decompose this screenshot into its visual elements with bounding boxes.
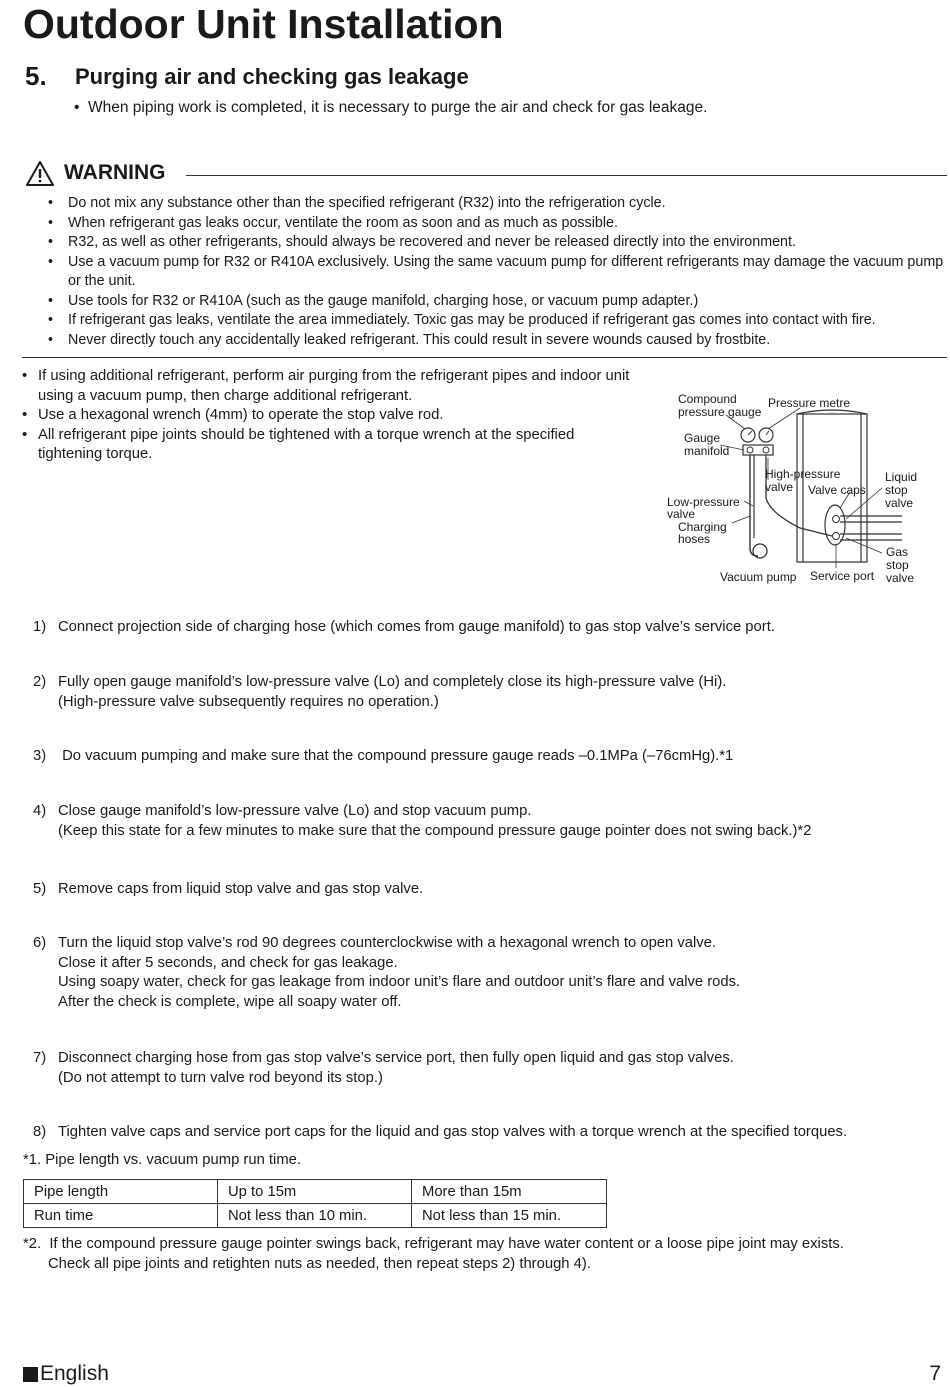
- label-gauge-manifold: manifold: [684, 444, 730, 458]
- label-compound-gauge: Compound: [678, 392, 737, 406]
- footer-language: [23, 1361, 109, 1387]
- note-item: • Use a hexagonal wrench (4mm) to operate the stop valve rod.: [22, 406, 632, 426]
- gauge-manifold-diagram: [660, 388, 950, 588]
- warning-item: • Use tools for R32 or R410A (such as the gauge manifold, charging hose, or vacuum pump adapter.): [48, 292, 948, 312]
- section-divider: [22, 357, 947, 358]
- refrigerant-pipes: [840, 516, 902, 540]
- step-text: After the check is complete, wipe all soapy water off.: [58, 993, 402, 1010]
- step-number: 3): [33, 748, 47, 764]
- section-number: 5.: [25, 61, 47, 91]
- step-text: Remove caps from liquid stop valve and gas stop valve.: [58, 881, 424, 897]
- procedure-step: [33, 934, 943, 1012]
- step-text: Do vacuum pumping and make sure that the compound pressure gauge reads –0.1MPa (–76cmHg).*1: [58, 748, 734, 764]
- label-gas-stop-valve: Gas: [886, 545, 909, 559]
- label-gas-stop-valve: valve: [886, 571, 915, 585]
- procedure-step: [33, 673, 943, 712]
- label-high-pressure-valve: valve: [765, 480, 794, 494]
- procedure-step: [33, 618, 943, 638]
- note-item: • If using additional refrigerant, perform air purging from the refrigerant pipes and indoor unit using a vacuum pump, then charge additional refrigerant.: [22, 367, 632, 406]
- warning-item: • When refrigerant gas leaks occur, ventilate the room as soon and as much as possible.: [48, 214, 948, 234]
- page-title: Outdoor Unit Installation: [23, 1, 504, 47]
- step-text: Fully open gauge manifold’s low-pressure valve (Lo) and completely close its high-pressure valve (Hi).: [58, 674, 727, 690]
- table-cell: Up to 15m: [218, 1180, 412, 1204]
- label-liquid-stop-valve: valve: [885, 496, 914, 510]
- warning-list: [48, 194, 948, 350]
- warning-title: WARNING: [64, 161, 166, 184]
- label-service-port: Service port: [810, 569, 875, 583]
- step-text: (Do not attempt to turn valve rod beyond its stop.): [58, 1069, 383, 1086]
- label-valve-caps: Valve caps: [808, 483, 866, 497]
- procedure-step: [33, 747, 943, 767]
- intro-label: When piping work is completed, it is necessary to purge the air and check for gas leakage.: [88, 99, 708, 116]
- warning-divider: [186, 175, 947, 176]
- label-compound-gauge: pressure gauge: [678, 405, 762, 419]
- table-cell: Not less than 10 min.: [218, 1204, 412, 1228]
- table-cell: More than 15m: [412, 1180, 607, 1204]
- warning-item: • Never directly touch any accidentally leaked refrigerant. This could result in severe wounds caused by frostbite.: [48, 331, 948, 351]
- warning-triangle-icon: [25, 160, 55, 187]
- table-cell: Pipe length: [24, 1180, 218, 1204]
- label-liquid-stop-valve: stop: [885, 483, 908, 497]
- step-text: Using soapy water, check for gas leakage from indoor unit’s flare and outdoor unit’s flare and valve rods.: [58, 974, 741, 990]
- table-cell: Not less than 15 min.: [412, 1204, 607, 1228]
- warning-item: • Do not mix any substance other than the specified refrigerant (R32) into the refrigeration cycle.: [48, 194, 948, 214]
- step-number: 2): [33, 674, 47, 690]
- step-text: Disconnect charging hose from gas stop valve’s service port, then fully open liquid and gas stop valves.: [58, 1050, 734, 1066]
- warning-item: • R32, as well as other refrigerants, should always be recovered and never be released directly into the environment.: [48, 233, 948, 253]
- label-vacuum-pump: Vacuum pump: [720, 570, 797, 584]
- procedure-step: [33, 1123, 943, 1143]
- label-liquid-stop-valve: Liquid: [885, 470, 918, 484]
- section-title: Purging air and checking gas leakage: [75, 64, 469, 89]
- note-item: • All refrigerant pipe joints should be tightened with a torque wrench at the specified tightening torque.: [22, 426, 632, 465]
- procedure-step: [33, 1049, 943, 1088]
- footnote-1: *1. Pipe length vs. vacuum pump run time.: [23, 1152, 301, 1168]
- label-low-pressure-valve: Low-pressure: [667, 495, 740, 509]
- step-number: 6): [33, 935, 47, 951]
- notes-list: [22, 367, 632, 465]
- label-gauge-manifold: Gauge: [684, 431, 721, 445]
- page-number: 7: [929, 1362, 941, 1385]
- step-number: 1): [33, 619, 47, 635]
- intro-text: [74, 97, 707, 119]
- label-low-pressure-valve: valve: [667, 507, 696, 521]
- vacuum-pump-icon: [753, 544, 767, 558]
- intro-bullet: •: [74, 99, 80, 116]
- step-text: Close gauge manifold’s low-pressure valve (Lo) and stop vacuum pump.: [58, 803, 532, 819]
- warning-item: • Use a vacuum pump for R32 or R410A exclusively. Using the same vacuum pump for different refrigerants may damage the vacuum pump or the unit.: [48, 253, 948, 292]
- label-pressure-metre: Pressure metre: [768, 396, 851, 410]
- language-label: English: [40, 1362, 109, 1385]
- table-row: [24, 1180, 607, 1204]
- square-bullet-icon: [23, 1367, 38, 1382]
- step-text: (High-pressure valve subsequently requires no operation.): [58, 693, 439, 710]
- table-cell: Run time: [24, 1204, 218, 1228]
- pipe-length-table: [23, 1179, 607, 1228]
- step-text: Close it after 5 seconds, and check for gas leakage.: [58, 954, 398, 971]
- footnote-2: [23, 1235, 844, 1274]
- table-row: [24, 1204, 607, 1228]
- step-text: Tighten valve caps and service port caps for the liquid and gas stop valves with a torque wrench at the specified torques.: [58, 1124, 848, 1140]
- step-number: 8): [33, 1124, 47, 1140]
- warning-item: • If refrigerant gas leaks, ventilate the area immediately. Toxic gas may be produced if refrigerant gas comes into contact with fire.: [48, 311, 948, 331]
- step-number: 7): [33, 1050, 47, 1066]
- step-number: 4): [33, 803, 47, 819]
- label-charging-hoses: Charging: [678, 520, 727, 534]
- step-text: Connect projection side of charging hose (which comes from gauge manifold) to gas stop valve’s service port.: [58, 619, 775, 635]
- procedure-step: [33, 880, 943, 900]
- procedure-step: [33, 802, 943, 841]
- label-high-pressure-valve: High-pressure: [765, 467, 841, 481]
- label-charging-hoses: hoses: [678, 532, 711, 546]
- footnote-2-line: Check all pipe joints and retighten nuts as needed, then repeat steps 2) through 4).: [48, 1255, 591, 1272]
- step-text: Turn the liquid stop valve’s rod 90 degrees counterclockwise with a hexagonal wrench to open valve.: [58, 935, 717, 951]
- footnote-2-line: *2. If the compound pressure gauge pointer swings back, refrigerant may have water content or a loose pipe joint may exists.: [23, 1236, 844, 1252]
- step-text: (Keep this state for a few minutes to make sure that the compound pressure gauge pointer does not swing back.)*2: [58, 822, 812, 839]
- step-number: 5): [33, 881, 47, 897]
- label-gas-stop-valve: stop: [886, 558, 909, 572]
